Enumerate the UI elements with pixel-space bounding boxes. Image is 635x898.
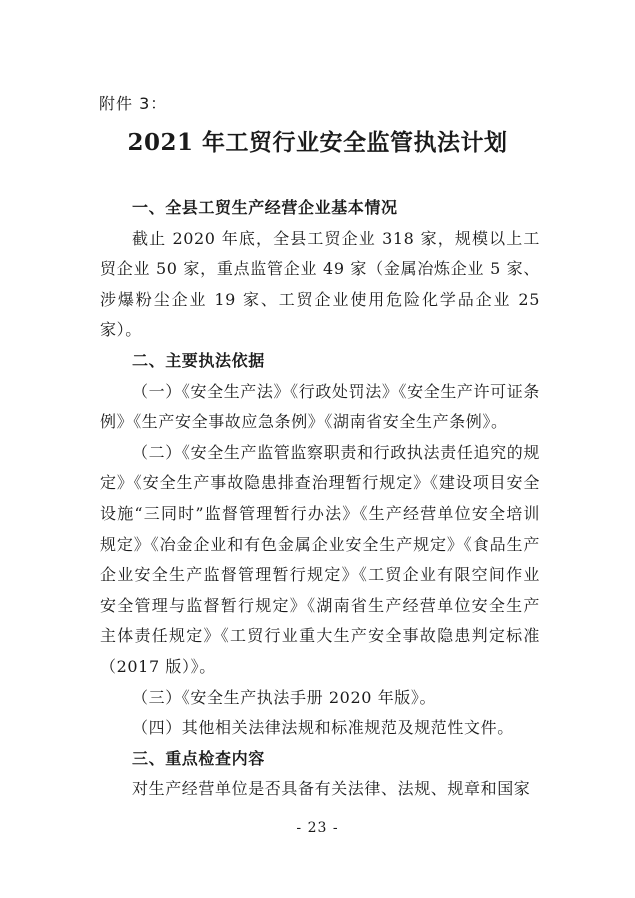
section-paragraph-1: 截止 2020 年底，全县工贸企业 318 家，规模以上工贸企业 50 家，重点监管企业 49 家（金属冶炼企业 5 家、涉爆粉尘企业 19 家、工贸企业使用危险化学品企业 25 家）。 (100, 228, 540, 340)
basis-paragraph-1: （一）《安全生产法》《行政处罚法》《安全生产许可证条例》《生产安全事故应急条例》《湖南省安全生产条例》。 (100, 381, 540, 432)
section-paragraph-3: 对生产经营单位是否具备有关法律、法规、规章和国家 (132, 779, 531, 799)
section-heading-1: 一、全县工贸生产经营企业基本情况 (132, 198, 398, 217)
basis-paragraph-3: （三）《安全生产执法手册 2020 年版》。 (132, 687, 437, 707)
attachment-label: 附件 3： (99, 94, 168, 113)
page-number: - 23 - (296, 820, 339, 836)
section-heading-3: 三、重点检查内容 (132, 748, 265, 768)
section-heading-2: 二、主要执法依据 (132, 350, 265, 370)
document-title: 2021 年工贸行业安全监管执法计划 (127, 129, 508, 156)
basis-paragraph-2: （二）《安全生产监管监察职责和行政执法责任追究的规定》《安全生产事故隐患排查治理暂行规定》《建设项目安全设施“三同时”监督管理暂行办法》《生产经营单位安全培训规定》《冶金企业和有色金属企业安全生产规定》《食品生产企业安全生产监督管理暂行规定》《工贸企业有限空间作业安全管理与监督暂行规定》《湖南省生产经营单位安全生产主体责任规定》《工贸行业重大生产安全事故隐患判定标准（2017 版）》。 (100, 442, 540, 676)
document-body (100, 193, 540, 805)
basis-paragraph-4: （四）其他相关法律法规和标准规范及规范性文件。 (132, 718, 514, 738)
